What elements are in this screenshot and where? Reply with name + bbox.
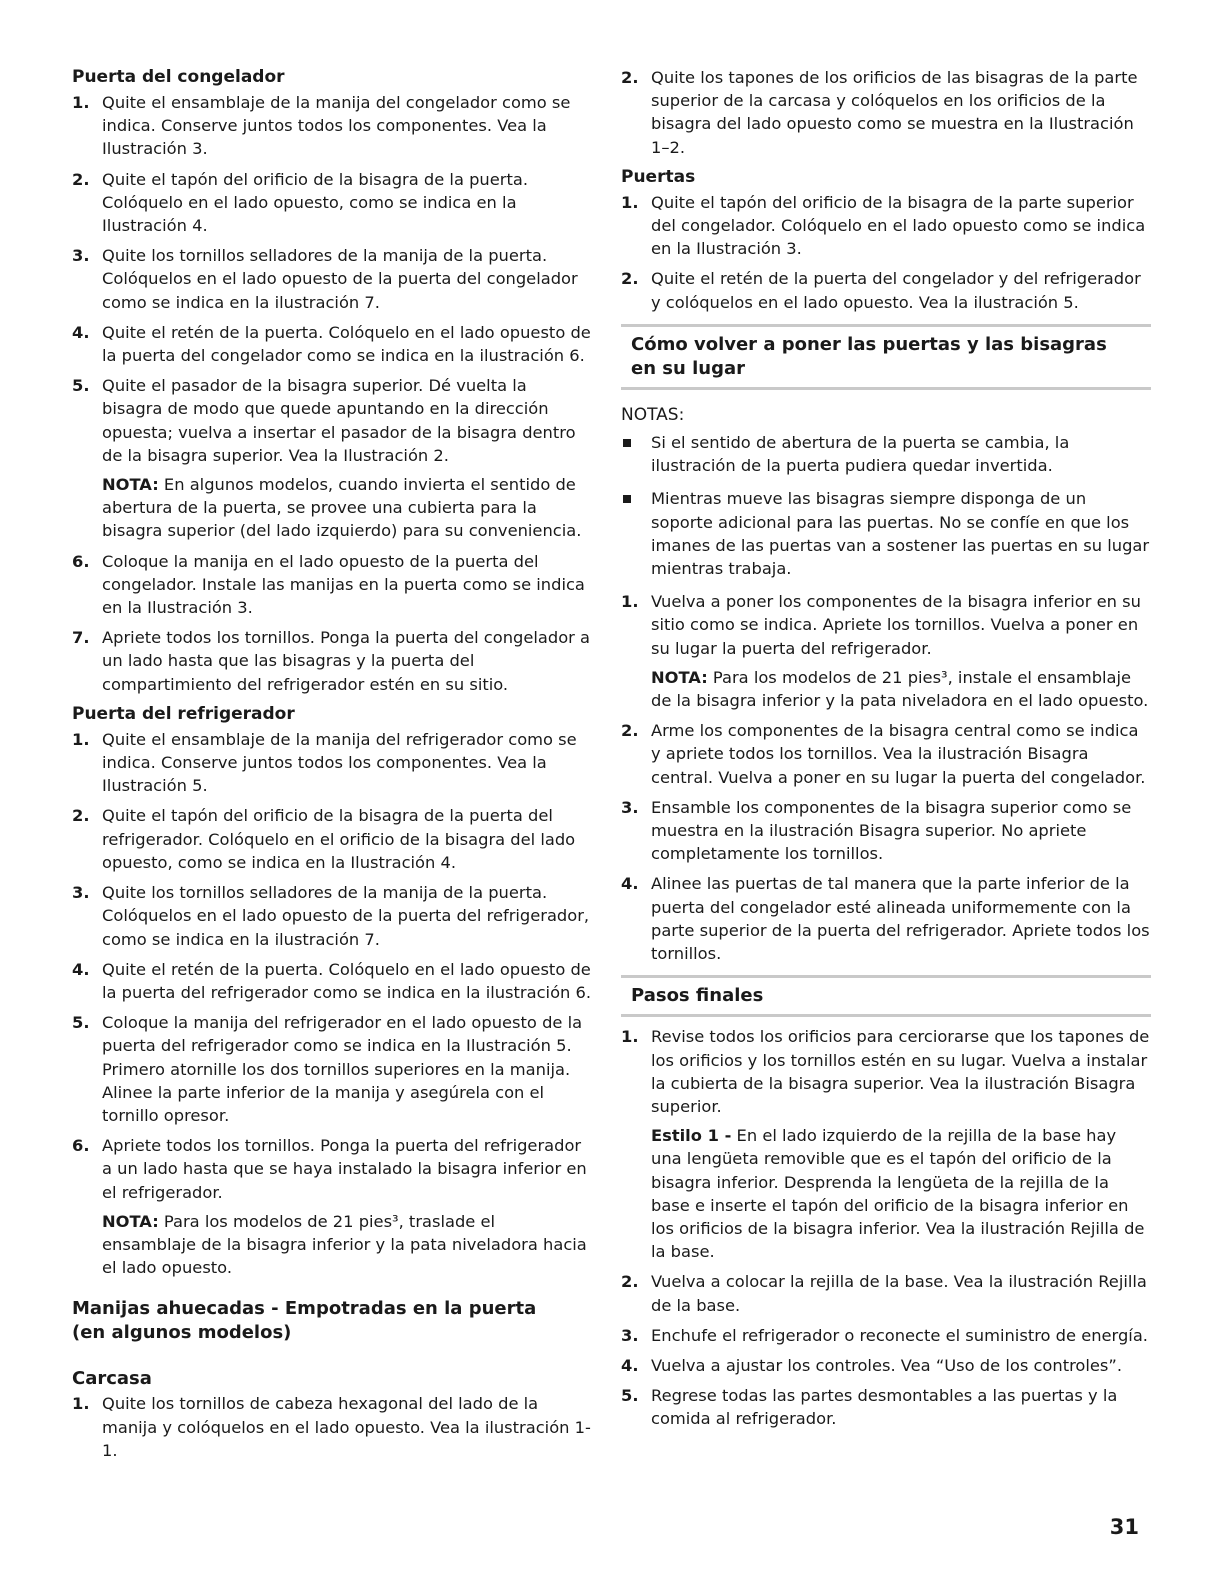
- list-item: [621, 191, 1151, 261]
- step-number: 2.: [72, 806, 90, 826]
- step-text: Quite el ensamblaje de la manija del refrigerador como se indica. Conserve juntos todos los componentes. Vea la Ilustración 5.: [102, 729, 577, 796]
- step-number: 6.: [72, 1136, 90, 1156]
- list-item: [621, 590, 1151, 712]
- step-number: 2.: [621, 68, 639, 87]
- replace-doors-banner: [621, 324, 1151, 390]
- recessed-handles-heading-line1: Manijas ahuecadas - Empotradas en la puerta: [72, 1298, 537, 1320]
- note-item-text: Mientras mueve las bisagras siempre disponga de un soporte adicional para las puertas. No se confíe en que los imanes de las puertas van a sostener las puertas en su lugar mientras trabaja.: [651, 489, 1150, 579]
- step-text: Quite el retén de la puerta. Colóquelo en el lado opuesto de la puerta del congelador como se indica en la ilustración 6.: [102, 322, 591, 366]
- note-label: NOTA:: [651, 667, 708, 687]
- step-note: [651, 1124, 1151, 1263]
- step-number: 3.: [621, 1325, 639, 1345]
- step-number: 3.: [621, 797, 639, 817]
- step-text: Quite los tornillos de cabeza hexagonal del lado de la manija y colóquelos en el lado opuesto. Vea la ilustración 1-1.: [102, 1394, 591, 1460]
- notes-title: NOTAS:: [621, 404, 685, 425]
- replace-doors-heading: [631, 333, 1151, 381]
- step-number: 1.: [621, 592, 639, 612]
- step-number: 3.: [72, 883, 90, 903]
- step-number: 1.: [72, 729, 90, 749]
- step-number: 3.: [72, 246, 90, 266]
- step-number: 5.: [621, 1386, 639, 1406]
- step-note: [102, 1210, 592, 1280]
- step-text: Apriete todos los tornillos. Ponga la puerta del congelador a un lado hasta que las bisagras y la puerta del compartimiento del refrigerador estén en su sitio.: [102, 628, 591, 694]
- cabinet-steps: [72, 1392, 592, 1462]
- list-item: [72, 550, 592, 620]
- step-number: 5.: [72, 1013, 90, 1033]
- list-item: [621, 796, 1151, 866]
- list-item: [72, 168, 592, 238]
- step-text: Arme los componentes de la bisagra central como se indica y apriete todos los tornillos. Vea la ilustración Bisagra central. Vuelva a poner en su lugar la puerta del congelador.: [651, 721, 1146, 787]
- step-number: 4.: [621, 874, 639, 894]
- cabinet-steps-continued: [621, 66, 1151, 159]
- step-text: Apriete todos los tornillos. Ponga la puerta del refrigerador a un lado hasta que se haya instalado la bisagra inferior en el refrigerador.: [102, 1136, 587, 1202]
- step-number: 1.: [621, 1027, 639, 1047]
- left-column: [72, 66, 592, 1469]
- page-number: 31: [1109, 1515, 1139, 1539]
- note-text: En algunos modelos, cuando invierta el sentido de abertura de la puerta, se provee una cubierta para la bisagra superior (del lado izquierdo) para su conveniencia.: [102, 475, 582, 541]
- list-item: [72, 626, 592, 696]
- step-text: Vuelva a ajustar los controles. Vea “Uso de los controles”.: [651, 1355, 1123, 1375]
- note-item-text: Si el sentido de abertura de la puerta se cambia, la ilustración de la puerta pudiera quedar invertida.: [651, 433, 1070, 476]
- step-number: 1.: [72, 1394, 90, 1414]
- step-number: 7.: [72, 628, 90, 648]
- step-text: Revise todos los orificios para cerciorarse que los tapones de los orificios y los tornillos estén en su lugar. Vuelva a instalar la cubierta de la bisagra superior. Vea la ilustración Bisagra superior.: [651, 1027, 1150, 1116]
- step-number: 1.: [621, 192, 639, 212]
- list-item: [621, 872, 1151, 965]
- list-item: [72, 804, 592, 874]
- note-text: Para los modelos de 21 pies³, traslade el ensamblaje de la bisagra inferior y la pata niveladora hacia el lado opuesto.: [102, 1211, 587, 1278]
- note-item: [621, 487, 1151, 580]
- right-column: [621, 66, 1151, 1438]
- square-bullet-icon: [623, 439, 631, 447]
- fridge-door-heading: Puerta del refrigerador: [72, 703, 295, 724]
- list-item: [621, 1025, 1151, 1263]
- replace-steps: [621, 590, 1151, 965]
- step-text: Quite el tapón del orificio de la bisagra de la puerta. Colóquelo en el lado opuesto, como se indica en la Ilustración 4.: [102, 169, 528, 236]
- list-item: [621, 66, 1151, 159]
- step-text: Vuelva a poner los componentes de la bisagra inferior en su sitio como se indica. Apriete los tornillos. Vuelva a poner en su lugar la puerta del refrigerador.: [651, 592, 1141, 658]
- list-item: [72, 1011, 592, 1127]
- step-number: 4.: [621, 1355, 639, 1375]
- square-bullet-icon: [623, 495, 631, 503]
- replace-doors-heading-line2: en su lugar: [631, 357, 745, 379]
- step-number: 5.: [72, 376, 90, 396]
- final-steps-banner: [621, 975, 1151, 1017]
- list-item: [72, 244, 592, 314]
- list-item: [72, 374, 592, 542]
- step-number: 4.: [72, 322, 90, 342]
- notes-list: [621, 431, 1151, 580]
- doors-heading: Puertas: [621, 166, 696, 187]
- step-text: Quite los tapones de los orificios de las bisagras de la parte superior de la carcasa y colóquelos en los orificios de la bisagra del lado opuesto como se muestra en la Ilustración 1–2.: [651, 68, 1138, 157]
- freezer-steps: [72, 91, 592, 696]
- step-number: 2.: [621, 269, 639, 289]
- step-text: Quite el retén de la puerta. Colóquelo en el lado opuesto de la puerta del refrigerador como se indica en la ilustración 6.: [102, 959, 592, 1002]
- note-label: Estilo 1 -: [651, 1126, 732, 1146]
- step-text: Quite los tornillos selladores de la manija de la puerta. Colóquelos en el lado opuesto de la puerta del refrigerador, como se indica en la ilustración 7.: [102, 883, 590, 949]
- step-number: 6.: [72, 551, 90, 571]
- step-number: 2.: [72, 169, 90, 189]
- note-label: NOTA:: [102, 475, 159, 495]
- freezer-door-heading: Puerta del congelador: [72, 67, 285, 87]
- step-text: Quite el retén de la puerta del congelador y del refrigerador y colóquelos en el lado opuesto. Vea la ilustración 5.: [651, 269, 1141, 312]
- list-item: [72, 91, 592, 161]
- list-item: [621, 1324, 1151, 1347]
- list-item: [621, 719, 1151, 789]
- list-item: [621, 1270, 1151, 1316]
- doors-steps: [621, 191, 1151, 314]
- final-steps: [621, 1025, 1151, 1430]
- step-text: Quite los tornillos selladores de la manija de la puerta. Colóquelos en el lado opuesto de la puerta del congelador como se indica en la ilustración 7.: [102, 246, 578, 312]
- note-text: En el lado izquierdo de la rejilla de la base hay una lengüeta removible que es el tapón del orificio de la bisagra inferior. Desprenda la lengüeta de la rejilla de la base e inserte el tapón del orificio de la bisagra inferior en los orificios de la bisagra inferior. Vea la ilustración Rejilla de la base.: [651, 1126, 1145, 1262]
- step-note: [102, 473, 592, 543]
- list-item: [621, 267, 1151, 313]
- recessed-handles-heading: [72, 1297, 592, 1345]
- step-text: Enchufe el refrigerador o reconecte el suministro de energía.: [651, 1325, 1148, 1345]
- step-number: 2.: [621, 721, 639, 741]
- step-text: Ensamble los componentes de la bisagra superior como se muestra en la ilustración Bisagra superior. No apriete completamente los tornillos.: [651, 797, 1132, 864]
- list-item: [72, 1134, 592, 1279]
- cabinet-heading: Carcasa: [72, 1368, 152, 1390]
- final-steps-heading: Pasos finales: [631, 985, 764, 1007]
- list-item: [72, 728, 592, 798]
- list-item: [72, 321, 592, 367]
- note-text: Para los modelos de 21 pies³, instale el ensamblaje de la bisagra inferior y la pata niveladora en el lado opuesto.: [651, 667, 1149, 711]
- step-text: Coloque la manija del refrigerador en el lado opuesto de la puerta del refrigerador como se indica en la Ilustración 5. Primero atornille los dos tornillos superiores en la manija. Alinee la parte inferior de la manija y asegúrela con el tornillo opresor.: [102, 1013, 583, 1125]
- fridge-steps: [72, 728, 592, 1279]
- step-text: Regrese todas las partes desmontables a las puertas y la comida al refrigerador.: [651, 1386, 1118, 1429]
- note-item: [621, 431, 1151, 477]
- list-item: [72, 958, 592, 1004]
- list-item: [621, 1354, 1151, 1377]
- recessed-handles-heading-line2: (en algunos modelos): [72, 1322, 292, 1344]
- step-text: Alinee las puertas de tal manera que la parte inferior de la puerta del congelador esté alineada uniformemente con la parte superior de la puerta del refrigerador. Apriete todos los tornillos.: [651, 874, 1150, 964]
- step-number: 4.: [72, 959, 90, 979]
- list-item: [621, 1384, 1151, 1430]
- step-number: 2.: [621, 1272, 639, 1292]
- list-item: [72, 1392, 592, 1462]
- step-text: Quite el tapón del orificio de la bisagra de la puerta del refrigerador. Colóquelo en el orificio de la bisagra del lado opuesto, como se indica en la Ilustración 4.: [102, 806, 576, 872]
- step-text: Vuelva a colocar la rejilla de la base. Vea la ilustración Rejilla de la base.: [651, 1272, 1147, 1315]
- step-note: [651, 666, 1151, 712]
- step-number: 1.: [72, 93, 90, 112]
- note-label: NOTA:: [102, 1211, 159, 1231]
- step-text: Quite el pasador de la bisagra superior. Dé vuelta la bisagra de modo que quede apuntando en la dirección opuesta; vuelva a insertar el pasador de la bisagra dentro de la bisagra superior. Vea la Ilustración 2.: [102, 376, 576, 465]
- replace-doors-heading-line1: Cómo volver a poner las puertas y las bisagras: [631, 333, 1107, 355]
- step-text: Coloque la manija en el lado opuesto de la puerta del congelador. Instale las manijas en la puerta como se indica en la Ilustración 3.: [102, 551, 585, 618]
- step-text: Quite el tapón del orificio de la bisagra de la parte superior del congelador. Colóquelo en el lado opuesto como se indica en la Ilustración 3.: [651, 192, 1146, 259]
- list-item: [72, 881, 592, 951]
- step-text: Quite el ensamblaje de la manija del congelador como se indica. Conserve juntos todos los componentes. Vea la Ilustración 3.: [102, 93, 571, 159]
